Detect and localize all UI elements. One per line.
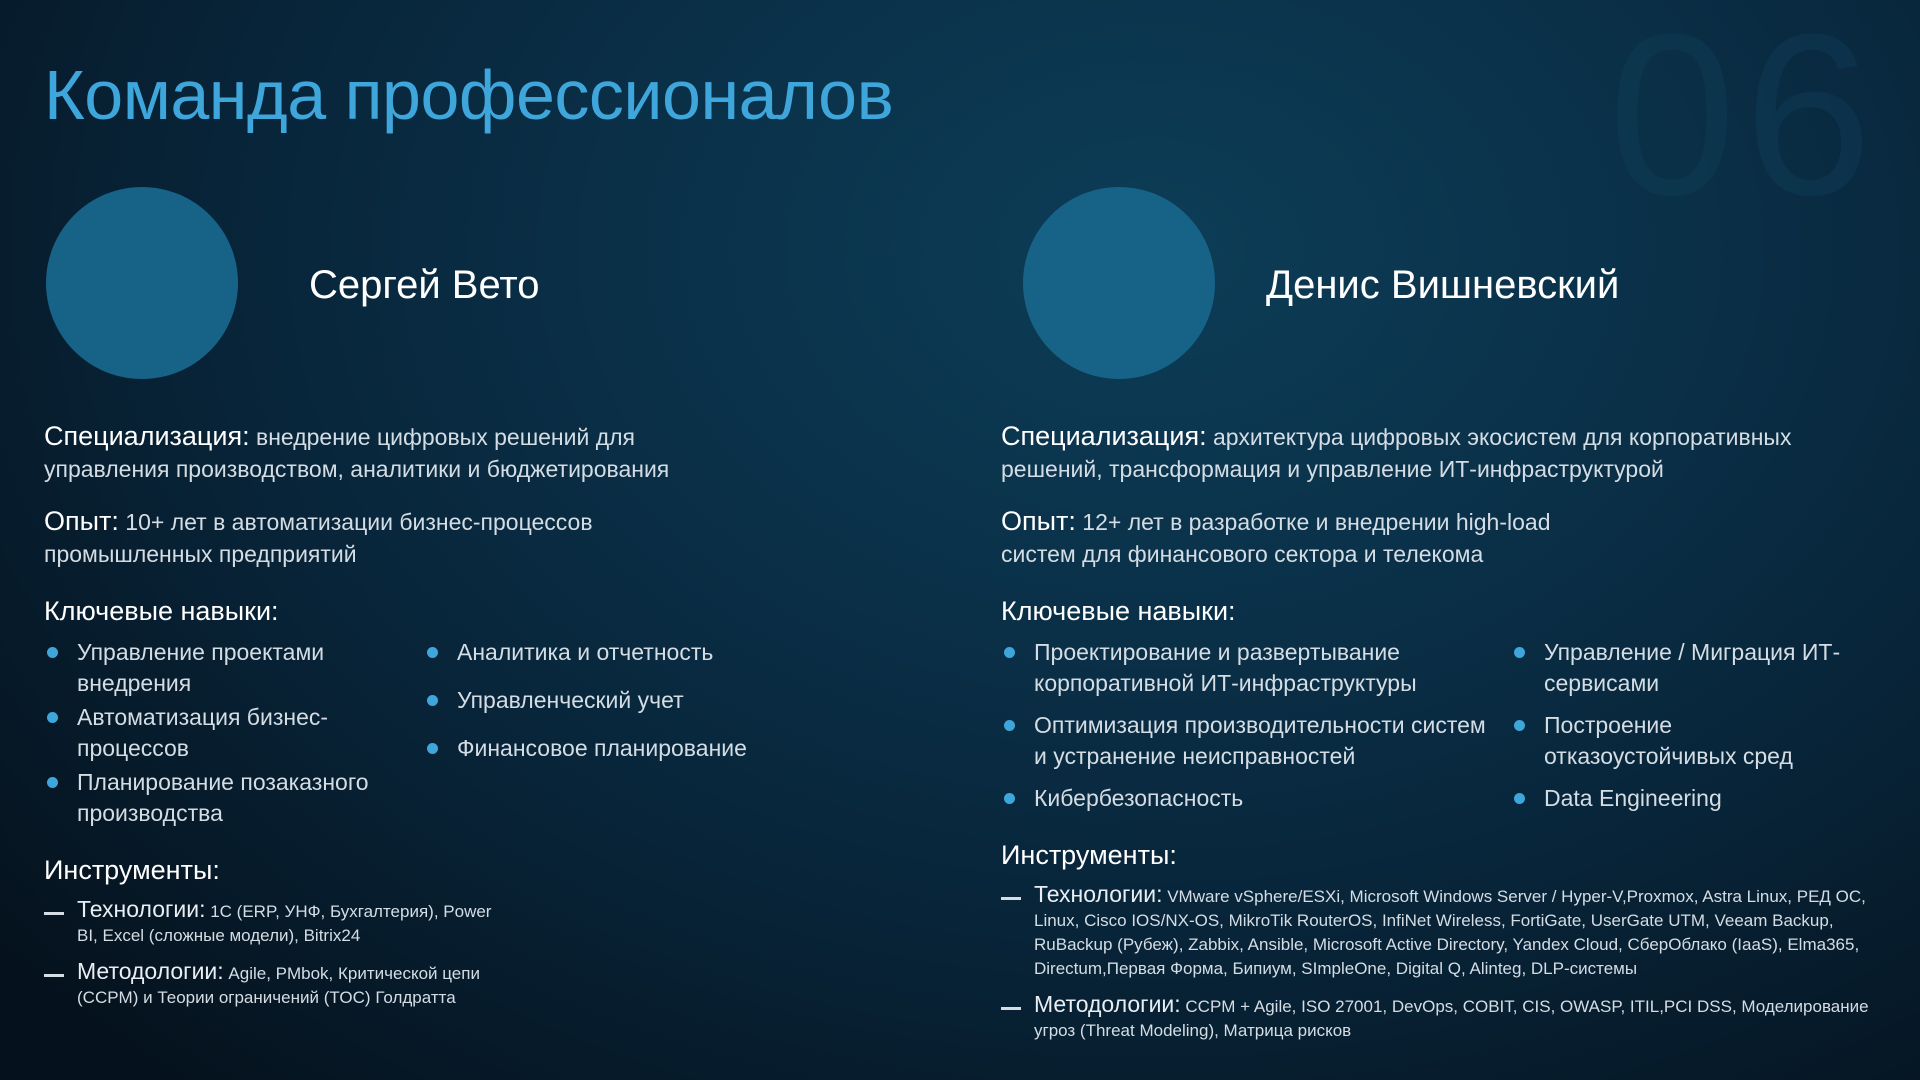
skill-item: Планирование позаказного производства [44, 767, 417, 829]
person-name: Денис Вишневский [1266, 263, 1620, 307]
skills-column [424, 637, 764, 829]
dash-icon [44, 912, 64, 915]
skill-item: Аналитика и отчетность [424, 637, 764, 668]
specialization [1001, 420, 1871, 485]
skill-item: Проектирование и развертывание корпоративной ИТ-инфраструктуры [1001, 637, 1504, 699]
tool-item-technologies: Технологии: 1С (ERP, УНФ, Бухгалтерия), Power BI, Excel (сложные модели), Bitrix24 [44, 896, 514, 948]
specialization-text: архитектура цифровых экосистем для корпоративных решений, трансформация и управление ИТ-инфраструктурой [1001, 424, 1792, 482]
bullet-icon [1004, 720, 1015, 731]
tool-item-technologies: Технологии: VMware vSphere/ESXi, Microsoft Windows Server / Hyper-V,Proxmox, Astra Linux, РЕД ОС, Linux, Cisco IOS/NX-OS, MikroTik RouterOS, InfiNet Wireless, FortiGate, UserGate UTM, Veeam Backup, RuBackup (Рубеж), Zabbix, Ansible, Microsoft Active Directory, Yandex Cloud, СберОблако (IaaS), Elma365, Directum,Первая Форма, Бипиум, SImpleOne, Digital Q, Alinteg, DLP-системы [1001, 881, 1881, 981]
slide-number: 06 [1608, 0, 1880, 243]
bullet-icon [47, 777, 58, 788]
bullet-icon [1514, 793, 1525, 804]
tool-item-methodologies: Методологии: Agile, PMbok, Критической цепи (CCPM) и Теории ограничений (TOC) Голдратта [44, 958, 514, 1010]
skills-column [1511, 637, 1841, 814]
skill-item: Кибербезопасность [1001, 783, 1511, 814]
experience-text: 12+ лет в разработке и внедрении high-load систем для финансового сектора и телекома [1001, 509, 1551, 567]
person-name: Сергей Вето [309, 263, 540, 307]
skills-column [1001, 637, 1511, 814]
profile-info [1001, 420, 1881, 1053]
experience-label: Опыт: [44, 506, 119, 536]
experience [1001, 505, 1621, 570]
experience-text: 10+ лет в автоматизации бизнес-процессов промышленных предприятий [44, 509, 593, 567]
tools-title: Инструменты: [1001, 840, 1177, 870]
specialization-text: внедрение цифровых решений для управления производством, аналитики и бюджетирования [44, 424, 670, 482]
skill-item: Data Engineering [1511, 783, 1841, 814]
bullet-icon [1514, 720, 1525, 731]
skills-title: Ключевые навыки: [44, 596, 279, 626]
skills-title: Ключевые навыки: [1001, 596, 1236, 626]
skill-item: Оптимизация производительности систем и устранение неисправностей [1001, 710, 1504, 772]
skills-list [44, 637, 764, 829]
bullet-icon [427, 647, 438, 658]
skill-item: Финансовое планирование [424, 733, 764, 764]
skills-column [44, 637, 424, 829]
bullet-icon [1004, 647, 1015, 658]
skill-item: Управление проектами внедрения [44, 637, 377, 699]
bullet-icon [47, 647, 58, 658]
skill-item: Управленческий учет [424, 685, 764, 716]
specialization-label: Специализация: [1001, 421, 1207, 451]
bullet-icon [1004, 793, 1015, 804]
bullet-icon [427, 695, 438, 706]
tool-item-methodologies: Методологии: CCPM + Agile, ISO 27001, DevOps, COBIT, CIS, OWASP, ITIL,PCI DSS, Моделирование угроз (Threat Modeling), Матрица рисков [1001, 991, 1881, 1043]
profile-info [44, 420, 764, 1020]
specialization [44, 420, 764, 485]
avatar [1023, 187, 1215, 379]
skills-list [1001, 637, 1881, 814]
bullet-icon [1514, 647, 1525, 658]
experience [44, 505, 634, 570]
specialization-label: Специализация: [44, 421, 250, 451]
skill-item: Построение отказоустойчивых сред [1511, 710, 1844, 772]
tools-list [44, 896, 514, 1010]
bullet-icon [47, 712, 58, 723]
skill-item: Управление / Миграция ИТ-сервисами [1511, 637, 1844, 699]
page-title: Команда профессионалов [44, 56, 894, 134]
dash-icon [1001, 897, 1021, 900]
experience-label: Опыт: [1001, 506, 1076, 536]
tools-list [1001, 881, 1881, 1043]
dash-icon [44, 974, 64, 977]
dash-icon [1001, 1007, 1021, 1010]
tools-title: Инструменты: [44, 855, 220, 885]
bullet-icon [427, 743, 438, 754]
skill-item: Автоматизация бизнес-процессов [44, 702, 377, 764]
avatar [46, 187, 238, 379]
